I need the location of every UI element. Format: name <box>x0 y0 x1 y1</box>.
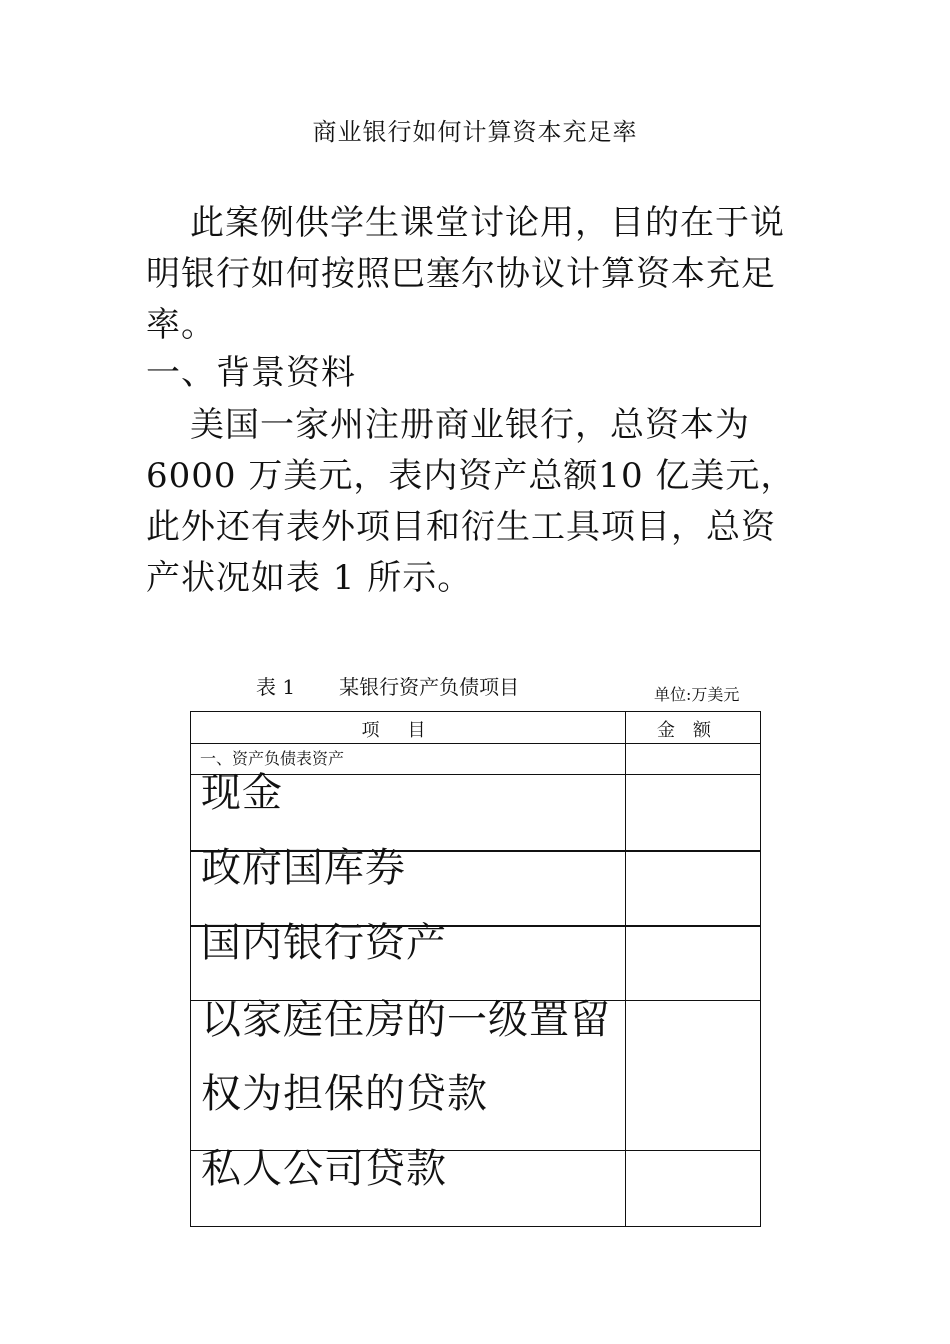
table-row: 以家庭住房的一级置留 <box>201 997 611 1043</box>
table-title: 某银行资产负债项目 <box>339 675 520 699</box>
table-border-right <box>760 711 761 1227</box>
table-border-bottom <box>190 1226 761 1227</box>
table-row: 私人公司贷款 <box>201 1146 447 1192</box>
header-item: 项目 <box>361 720 454 741</box>
table-row: 权为担保的贷款 <box>201 1071 488 1117</box>
table-border-top <box>190 711 761 712</box>
table-border-left <box>190 711 191 1227</box>
table-row: 政府国库券 <box>201 845 406 891</box>
section-label-balance-sheet-assets: 一、资产负债表资产 <box>200 749 345 768</box>
intro-paragraph <box>146 198 810 351</box>
table-row: 现金 <box>201 770 283 816</box>
table-number: 表 1 <box>256 675 296 699</box>
section-heading-background: 一、背景资料 <box>146 353 356 393</box>
table-caption <box>256 671 519 700</box>
background-text: 美国一家州注册商业银行，总资本为6000 万美元，表内资产总额10 亿美元，此外还有表外项目和衍生工具项目，总资产状况如表 1 所示。 <box>146 405 796 598</box>
table-row: 国内银行资产 <box>201 920 447 966</box>
table-rule <box>190 743 761 744</box>
background-paragraph <box>146 400 810 604</box>
intro-text: 此案例供学生课堂讨论用，目的在于说明银行如何按照巴塞尔协议计算资本充足率。 <box>146 203 785 345</box>
table-column-divider <box>625 711 626 1227</box>
document-title: 商业银行如何计算资本充足率 <box>312 118 638 146</box>
header-amount: 金额 <box>657 720 729 741</box>
table-unit: 单位:万美元 <box>654 685 740 704</box>
